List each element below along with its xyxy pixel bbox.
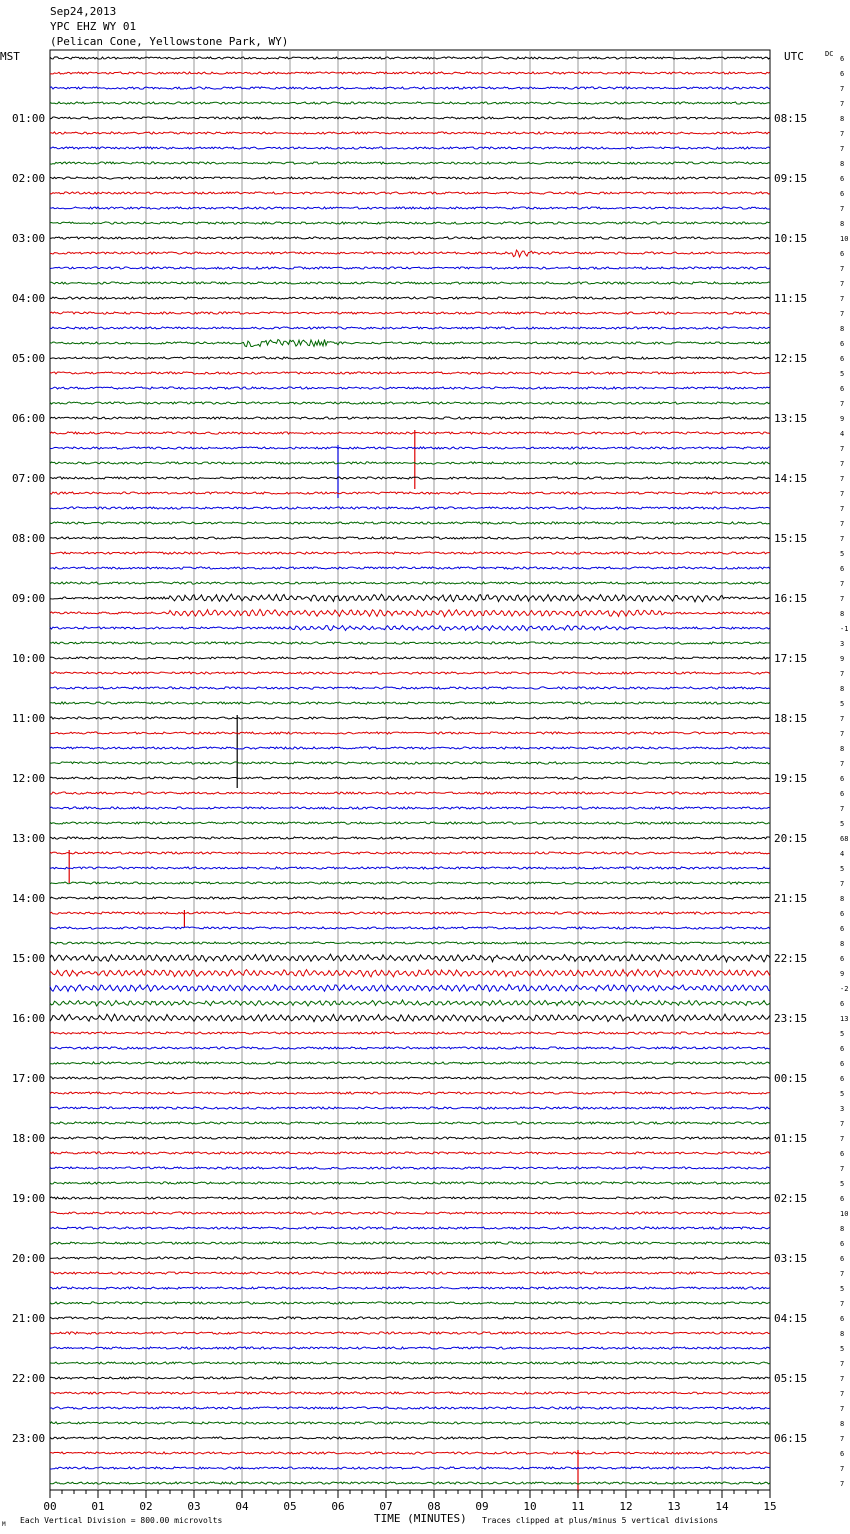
location-label: (Pelican Cone, Yellowstone Park, WY) — [50, 35, 289, 48]
dc-offset-label: 7 — [840, 460, 845, 468]
trace-row-94 — [50, 1467, 770, 1469]
dc-offset-label: 5 — [840, 550, 845, 558]
dc-offset-label: 7 — [840, 1480, 845, 1488]
trace-row-48 — [50, 777, 770, 779]
trace-row-66 — [50, 1047, 770, 1049]
dc-offset-label: 8 — [840, 160, 845, 168]
left-hour-label: 22:00 — [12, 1372, 46, 1385]
left-hour-label: 10:00 — [12, 652, 46, 665]
left-hour-label: 17:00 — [12, 1072, 46, 1085]
dc-offset-label: 7 — [840, 100, 845, 108]
x-tick-label: 07 — [379, 1500, 393, 1513]
trace-row-30 — [50, 507, 770, 509]
trace-row-2 — [50, 87, 770, 89]
right-hour-label: 22:15 — [774, 952, 808, 965]
trace-row-39 — [50, 642, 770, 644]
dc-offset-label: 6 — [840, 190, 845, 198]
dc-offset-label: 7 — [840, 1120, 845, 1128]
station-label: YPC EHZ WY 01 — [50, 20, 137, 33]
dc-offset-label: 8 — [840, 940, 845, 948]
scale-note: Each Vertical Division = 800.00 microvolts — [20, 1516, 223, 1525]
right-hour-label: 09:15 — [774, 172, 808, 185]
dc-offset-label: 8 — [840, 325, 845, 333]
dc-offset-label: 5 — [840, 865, 845, 873]
left-hour-label: 19:00 — [12, 1192, 46, 1205]
right-hour-label: 10:15 — [774, 232, 808, 245]
dc-offset-label: 7 — [840, 1300, 845, 1308]
dc-offset-label: 7 — [840, 1405, 845, 1413]
trace-row-71 — [50, 1122, 770, 1124]
dc-offset-label: 6 — [840, 1255, 845, 1263]
dc-offset-label: 13 — [840, 1015, 849, 1023]
trace-row-50 — [50, 807, 770, 809]
trace-row-38 — [50, 625, 770, 630]
dc-offset-label: 4 — [840, 850, 845, 858]
trace-row-36 — [50, 594, 770, 602]
right-hour-label: 05:15 — [774, 1372, 808, 1385]
right-hour-label: 18:15 — [774, 712, 808, 725]
right-hour-label: 02:15 — [774, 1192, 808, 1205]
dc-offset-label: 6 — [840, 250, 845, 258]
dc-offset-label: 7 — [840, 1375, 845, 1383]
x-axis-label: TIME (MINUTES) — [374, 1512, 467, 1525]
dc-offset-label: 5 — [840, 820, 845, 828]
trace-row-29 — [50, 492, 770, 494]
trace-row-13 — [50, 250, 770, 257]
trace-row-35 — [50, 582, 770, 584]
right-hour-label: 15:15 — [774, 532, 808, 545]
dc-offset-label: 7 — [840, 760, 845, 768]
right-hour-label: 23:15 — [774, 1012, 808, 1025]
dc-offset-label: 6 — [840, 1240, 845, 1248]
trace-row-90 — [50, 1407, 770, 1409]
trace-row-49 — [50, 792, 770, 794]
trace-row-42 — [50, 687, 770, 689]
trace-row-3 — [50, 102, 770, 104]
dc-offset-label: 7 — [840, 730, 845, 738]
left-hour-label: 13:00 — [12, 832, 46, 845]
left-hour-label: 05:00 — [12, 352, 46, 365]
trace-row-12 — [50, 237, 770, 239]
trace-row-65 — [50, 1032, 770, 1034]
trace-row-53 — [50, 852, 770, 854]
dc-offset-label: 5 — [840, 1090, 845, 1098]
trace-row-60 — [50, 954, 770, 962]
dc-column-label: DC — [825, 50, 834, 58]
x-tick-label: 12 — [619, 1500, 633, 1513]
trace-row-86 — [50, 1347, 770, 1349]
dc-offset-label: 7 — [840, 580, 845, 588]
right-hour-label: 01:15 — [774, 1132, 808, 1145]
trace-row-5 — [50, 132, 770, 134]
dc-offset-label: 8 — [840, 610, 845, 618]
dc-offset-label: 8 — [840, 1330, 845, 1338]
trace-row-56 — [50, 897, 770, 899]
trace-row-51 — [50, 822, 770, 824]
dc-offset-label: 10 — [840, 1210, 849, 1218]
left-timezone-label: MST — [0, 50, 20, 63]
dc-offset-label: 6 — [840, 775, 845, 783]
right-hour-label: 13:15 — [774, 412, 808, 425]
dc-offset-label: 5 — [840, 370, 845, 378]
trace-row-92 — [50, 1437, 770, 1439]
dc-offset-label: -2 — [840, 985, 849, 993]
dc-offset-label: 6 — [840, 70, 845, 78]
right-hour-label: 21:15 — [774, 892, 808, 905]
right-hour-label: 19:15 — [774, 772, 808, 785]
x-tick-label: 01 — [91, 1500, 105, 1513]
dc-offset-label: 7 — [840, 1270, 845, 1278]
trace-row-8 — [50, 177, 770, 179]
trace-row-70 — [50, 1107, 770, 1109]
right-hour-label: 11:15 — [774, 292, 808, 305]
x-tick-label: 14 — [715, 1500, 729, 1513]
dc-offset-label: 8 — [840, 1420, 845, 1428]
trace-row-77 — [50, 1212, 770, 1214]
trace-row-55 — [50, 882, 770, 884]
trace-row-95 — [50, 1482, 770, 1484]
dc-offset-label: 7 — [840, 400, 845, 408]
left-hour-label: 15:00 — [12, 952, 46, 965]
trace-row-9 — [50, 192, 770, 194]
dc-offset-label: 6 — [840, 1000, 845, 1008]
left-hour-label: 03:00 — [12, 232, 46, 245]
dc-offset-label: 6 — [840, 1315, 845, 1323]
corner-mark: M — [2, 1521, 6, 1528]
dc-offset-label: 7 — [840, 595, 845, 603]
dc-offset-label: 8 — [840, 895, 845, 903]
dc-offset-label: 6 — [840, 925, 845, 933]
left-hour-label: 21:00 — [12, 1312, 46, 1325]
right-hour-label: 06:15 — [774, 1432, 808, 1445]
trace-row-20 — [50, 357, 770, 359]
x-tick-label: 15 — [763, 1500, 777, 1513]
left-hour-label: 07:00 — [12, 472, 46, 485]
left-hour-label: 06:00 — [12, 412, 46, 425]
trace-row-84 — [50, 1317, 770, 1319]
dc-offset-label: 7 — [840, 535, 845, 543]
left-hour-label: 16:00 — [12, 1012, 46, 1025]
trace-row-0 — [50, 57, 770, 59]
dc-offset-label: 6 — [840, 1045, 845, 1053]
dc-offset-label: 6 — [840, 565, 845, 573]
dc-offset-label: 8 — [840, 220, 845, 228]
trace-row-31 — [50, 522, 770, 524]
dc-offset-label: 6 — [840, 1195, 845, 1203]
dc-offset-label: 6 — [840, 1450, 845, 1458]
x-tick-label: 03 — [187, 1500, 201, 1513]
dc-offset-label: 7 — [840, 1390, 845, 1398]
left-hour-label: 11:00 — [12, 712, 46, 725]
x-tick-label: 13 — [667, 1500, 681, 1513]
dc-offset-label: 6 — [840, 1075, 845, 1083]
trace-row-26 — [50, 447, 770, 449]
left-hour-label: 09:00 — [12, 592, 46, 605]
trace-row-16 — [50, 297, 770, 299]
right-hour-label: 03:15 — [774, 1252, 808, 1265]
trace-row-91 — [50, 1422, 770, 1424]
left-hour-label: 02:00 — [12, 172, 46, 185]
trace-row-79 — [50, 1242, 770, 1244]
trace-row-17 — [50, 312, 770, 314]
trace-row-74 — [50, 1167, 770, 1169]
trace-row-62 — [50, 985, 770, 992]
dc-offset-label: 7 — [840, 280, 845, 288]
dc-offset-label: 6 — [840, 790, 845, 798]
dc-offset-label: 3 — [840, 1105, 845, 1113]
trace-row-21 — [50, 372, 770, 374]
dc-offset-label: 7 — [840, 475, 845, 483]
dc-offset-label: 7 — [840, 1360, 845, 1368]
trace-row-47 — [50, 762, 770, 764]
date-label: Sep24,2013 — [50, 5, 117, 18]
trace-row-18 — [50, 327, 770, 329]
dc-offset-label: 68 — [840, 835, 849, 843]
x-tick-label: 00 — [43, 1500, 57, 1513]
right-hour-label: 17:15 — [774, 652, 808, 665]
dc-offset-label: 7 — [840, 445, 845, 453]
trace-row-25 — [50, 432, 770, 434]
right-hour-label: 14:15 — [774, 472, 808, 485]
dc-offset-label: 7 — [840, 1135, 845, 1143]
clip-note: Traces clipped at plus/minus 5 vertical divisions — [482, 1516, 719, 1525]
right-hour-label: 16:15 — [774, 592, 808, 605]
trace-row-28 — [50, 477, 770, 479]
dc-offset-label: 7 — [840, 145, 845, 153]
left-hour-label: 12:00 — [12, 772, 46, 785]
left-hour-label: 23:00 — [12, 1432, 46, 1445]
trace-row-75 — [50, 1182, 770, 1184]
dc-offset-label: 6 — [840, 55, 845, 63]
dc-offset-label: 8 — [840, 685, 845, 693]
trace-row-27 — [50, 462, 770, 464]
plot-frame — [50, 50, 770, 1490]
trace-row-11 — [50, 222, 770, 224]
dc-offset-label: 6 — [840, 355, 845, 363]
trace-row-15 — [50, 282, 770, 284]
dc-offset-label: 5 — [840, 1345, 845, 1353]
x-tick-label: 04 — [235, 1500, 249, 1513]
trace-row-41 — [50, 672, 770, 674]
dc-offset-label: 9 — [840, 415, 845, 423]
trace-row-80 — [50, 1257, 770, 1259]
dc-offset-label: 7 — [840, 130, 845, 138]
dc-offset-label: 8 — [840, 745, 845, 753]
dc-offset-label: 6 — [840, 910, 845, 918]
right-hour-label: 04:15 — [774, 1312, 808, 1325]
x-tick-label: 10 — [523, 1500, 537, 1513]
trace-row-78 — [50, 1227, 770, 1229]
trace-row-32 — [50, 537, 770, 539]
trace-row-72 — [50, 1137, 770, 1139]
trace-row-59 — [50, 942, 770, 944]
x-tick-label: 02 — [139, 1500, 153, 1513]
dc-offset-label: 6 — [840, 340, 845, 348]
trace-row-10 — [50, 207, 770, 209]
dc-offset-label: 5 — [840, 1180, 845, 1188]
trace-row-33 — [50, 552, 770, 554]
dc-offset-label: 7 — [840, 1435, 845, 1443]
trace-row-40 — [50, 657, 770, 659]
trace-row-7 — [50, 162, 770, 164]
trace-row-85 — [50, 1332, 770, 1334]
left-hour-label: 14:00 — [12, 892, 46, 905]
trace-row-52 — [50, 837, 770, 839]
trace-row-6 — [50, 147, 770, 149]
trace-row-89 — [50, 1392, 770, 1394]
dc-offset-label: 7 — [840, 205, 845, 213]
dc-offset-label: 5 — [840, 700, 845, 708]
trace-row-87 — [50, 1362, 770, 1364]
dc-offset-label: 7 — [840, 490, 845, 498]
trace-row-43 — [50, 702, 770, 704]
dc-offset-label: 7 — [840, 85, 845, 93]
trace-row-37 — [50, 609, 770, 616]
trace-row-57 — [50, 912, 770, 914]
right-timezone-label: UTC — [784, 50, 804, 63]
dc-offset-label: 4 — [840, 430, 845, 438]
trace-row-23 — [50, 402, 770, 404]
trace-row-14 — [50, 267, 770, 269]
trace-row-24 — [50, 417, 770, 419]
trace-row-67 — [50, 1062, 770, 1064]
trace-row-19 — [50, 340, 770, 347]
dc-offset-label: 8 — [840, 1225, 845, 1233]
x-tick-label: 09 — [475, 1500, 489, 1513]
trace-row-76 — [50, 1197, 770, 1199]
dc-offset-label: 6 — [840, 1060, 845, 1068]
trace-row-68 — [50, 1077, 770, 1079]
dc-offset-label: 5 — [840, 1285, 845, 1293]
trace-row-61 — [50, 969, 770, 977]
dc-offset-label: 5 — [840, 1030, 845, 1038]
trace-row-22 — [50, 387, 770, 389]
dc-offset-label: 7 — [840, 880, 845, 888]
right-hour-label: 20:15 — [774, 832, 808, 845]
dc-offset-label: 6 — [840, 1150, 845, 1158]
left-hour-label: 04:00 — [12, 292, 46, 305]
x-tick-label: 11 — [571, 1500, 585, 1513]
left-hour-label: 01:00 — [12, 112, 46, 125]
right-hour-label: 00:15 — [774, 1072, 808, 1085]
dc-offset-label: 7 — [840, 805, 845, 813]
dc-offset-label: 7 — [840, 1165, 845, 1173]
trace-row-63 — [50, 1000, 770, 1006]
left-hour-label: 20:00 — [12, 1252, 46, 1265]
dc-offset-label: 9 — [840, 970, 845, 978]
dc-offset-label: 6 — [840, 385, 845, 393]
right-hour-label: 12:15 — [774, 352, 808, 365]
left-hour-label: 18:00 — [12, 1132, 46, 1145]
dc-offset-label: 3 — [840, 640, 845, 648]
dc-offset-label: 6 — [840, 955, 845, 963]
dc-offset-label: 7 — [840, 715, 845, 723]
dc-offset-label: 7 — [840, 670, 845, 678]
x-tick-label: 05 — [283, 1500, 297, 1513]
trace-row-81 — [50, 1272, 770, 1274]
trace-row-73 — [50, 1152, 770, 1154]
dc-offset-label: 10 — [840, 235, 849, 243]
right-hour-label: 08:15 — [774, 112, 808, 125]
trace-row-58 — [50, 927, 770, 929]
left-hour-label: 08:00 — [12, 532, 46, 545]
trace-row-54 — [50, 867, 770, 869]
dc-offset-label: 8 — [840, 115, 845, 123]
trace-row-88 — [50, 1377, 770, 1379]
dc-offset-label: 7 — [840, 1465, 845, 1473]
trace-row-44 — [50, 717, 770, 719]
trace-row-4 — [50, 117, 770, 119]
trace-row-82 — [50, 1287, 770, 1289]
trace-row-45 — [50, 732, 770, 734]
dc-offset-label: 9 — [840, 655, 845, 663]
trace-row-93 — [50, 1452, 770, 1454]
trace-row-46 — [50, 747, 770, 749]
x-tick-label: 08 — [427, 1500, 441, 1513]
dc-offset-label: 7 — [840, 505, 845, 513]
trace-row-83 — [50, 1302, 770, 1304]
trace-row-34 — [50, 567, 770, 569]
dc-offset-label: -1 — [840, 625, 849, 633]
trace-row-1 — [50, 72, 770, 74]
dc-offset-label: 7 — [840, 295, 845, 303]
dc-offset-label: 7 — [840, 265, 845, 273]
dc-offset-label: 6 — [840, 175, 845, 183]
trace-row-69 — [50, 1092, 770, 1094]
dc-offset-label: 7 — [840, 520, 845, 528]
x-tick-label: 06 — [331, 1500, 345, 1513]
trace-row-64 — [50, 1014, 770, 1021]
dc-offset-label: 7 — [840, 310, 845, 318]
